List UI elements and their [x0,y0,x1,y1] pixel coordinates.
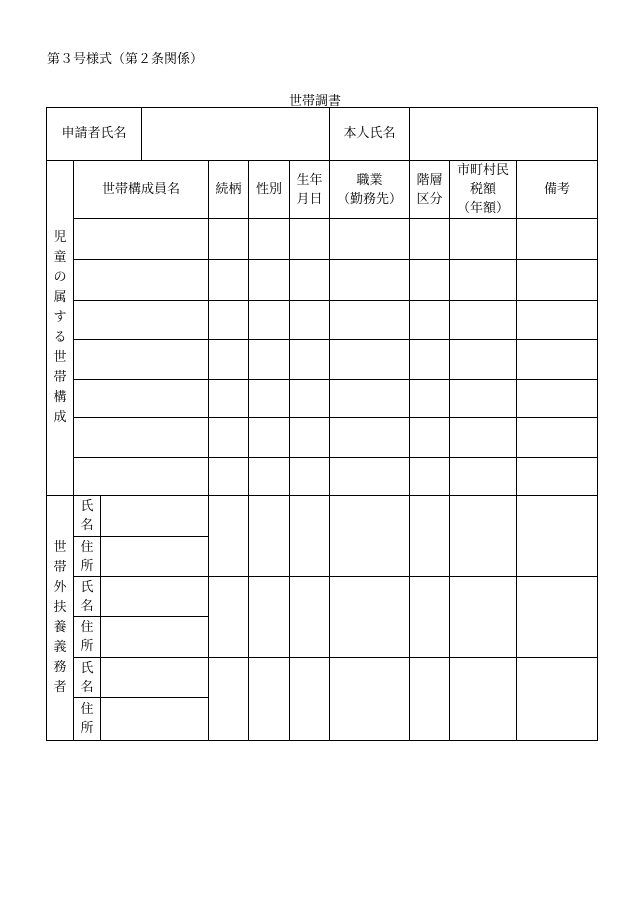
supporter-remarks-cell[interactable] [517,577,598,658]
header-class [410,161,450,219]
household-member-row [47,418,598,458]
member-sex-cell[interactable] [249,219,290,260]
household-member-row [47,380,598,418]
applicant-name-label: 申請者氏名 [47,108,142,160]
applicant-row [47,108,598,161]
supporters-label-char: 帯 [53,560,67,575]
member-class-cell[interactable] [410,340,450,380]
supporter-municipal-tax-cell[interactable] [450,496,517,577]
supporter-address-label [74,537,101,577]
supporter-sex-cell[interactable] [249,496,290,577]
supporter-sex-cell[interactable] [249,658,290,741]
supporter-name-field[interactable] [101,577,209,617]
member-municipal-tax-cell[interactable] [450,380,517,418]
member-sex-cell[interactable] [249,418,290,458]
household-section-label [47,228,73,428]
household-member-row [47,301,598,340]
header-municipal-tax-text: 市町村民 [456,163,509,178]
member-class-cell[interactable] [410,458,450,496]
supporter-label-char: 氏 [80,660,94,676]
member-occupation-cell[interactable] [330,260,410,301]
header-occupation [330,161,410,219]
supporter-class-cell[interactable] [410,496,450,577]
supporter-label-char: 氏 [80,579,94,595]
supporter-label-char: 名 [80,518,94,533]
header-municipal-tax-text: 税額 [469,182,496,197]
member-relation-cell[interactable] [209,301,249,340]
member-municipal-tax-cell[interactable] [450,219,517,260]
supporter-label-char: 住 [80,620,94,635]
household-label-char: る [53,330,67,345]
member-name-cell[interactable] [74,418,209,458]
member-municipal-tax-cell[interactable] [450,340,517,380]
supporter-remarks-cell[interactable] [517,496,598,577]
supporter-label-char: 住 [80,539,94,555]
member-occupation-cell[interactable] [330,340,410,380]
supporter-label-char: 名 [80,679,94,695]
supporter-name-label [74,658,101,698]
member-name-cell[interactable] [74,219,209,260]
member-birthdate-cell[interactable] [290,301,330,340]
member-remarks-cell[interactable] [517,380,598,418]
supporter-occupation-cell[interactable] [330,577,410,658]
member-name-cell[interactable] [74,260,209,301]
header-class-text: 階層 [416,172,443,188]
member-sex-cell[interactable] [249,380,290,418]
household-label-char: す [53,310,67,325]
member-remarks-cell[interactable] [517,458,598,496]
header-municipal-tax-text: （年額） [456,201,509,216]
member-remarks-cell[interactable] [517,260,598,301]
supporter-label-char: 名 [80,598,94,614]
header-birthdate [290,161,330,219]
supporter-name-row [47,577,598,617]
supporter-remarks-cell[interactable] [517,658,598,741]
member-occupation-cell[interactable] [330,418,410,458]
header-occupation-text: （勤務先） [336,191,402,207]
member-class-cell[interactable] [410,301,450,340]
household-label-char: 児 [53,230,67,245]
member-occupation-cell[interactable] [330,301,410,340]
supporters-label-char: 義 [53,640,67,655]
household-label-char: 構 [53,390,67,405]
household-label-char: の [53,270,67,285]
applicant-name-field[interactable] [142,108,329,160]
member-relation-cell[interactable] [209,458,249,496]
household-label-char: 帯 [53,370,67,385]
header-class-text: 区分 [416,191,443,207]
household-label-char: 成 [53,410,67,425]
member-relation-cell[interactable] [209,219,249,260]
member-birthdate-cell[interactable] [290,458,330,496]
member-birthdate-cell[interactable] [290,340,330,380]
header-member-name-text: 世帯構成員名 [101,182,180,197]
member-occupation-cell[interactable] [330,380,410,418]
header-birthdate-text: 生年 [296,172,323,188]
member-sex-cell[interactable] [249,340,290,380]
household-member-row [47,260,598,301]
header-sex [249,161,290,219]
member-municipal-tax-cell[interactable] [450,418,517,458]
supporter-name-label [74,577,101,617]
member-remarks-cell[interactable] [517,219,598,260]
supporter-label-char: 所 [80,721,94,736]
supporter-name-row [47,658,598,698]
member-occupation-cell[interactable] [330,458,410,496]
header-remarks-text: 備考 [543,182,570,197]
form-title: 世帯調書 [288,94,341,109]
household-section-label-cell [47,161,74,496]
household-record-table [46,107,598,741]
member-name-cell[interactable] [74,380,209,418]
member-relation-cell[interactable] [209,260,249,301]
person-name-field[interactable] [410,108,598,161]
header-relation [209,161,249,219]
header-municipal-tax [450,161,517,219]
member-class-cell[interactable] [410,260,450,301]
member-birthdate-cell[interactable] [290,380,330,418]
member-class-cell[interactable] [410,418,450,458]
supporters-label-char: 者 [53,680,67,695]
supporter-label-char: 住 [80,702,94,717]
applicant-name-cell [47,108,330,161]
member-sex-cell[interactable] [249,458,290,496]
member-remarks-cell[interactable] [517,418,598,458]
member-municipal-tax-cell[interactable] [450,458,517,496]
supporter-birthdate-cell[interactable] [290,658,330,741]
supporter-occupation-cell[interactable] [330,658,410,741]
supporters-label-char: 扶 [53,600,67,615]
supporter-address-label [74,698,101,741]
household-member-row [47,340,598,380]
member-municipal-tax-cell[interactable] [450,260,517,301]
member-name-cell[interactable] [74,301,209,340]
header-remarks [517,161,598,219]
member-municipal-tax-cell[interactable] [450,301,517,340]
supporter-occupation-cell[interactable] [330,496,410,577]
header-occupation-text: 職業 [356,172,383,188]
supporter-name-field[interactable] [101,496,209,537]
person-name-label-cell [330,108,410,161]
member-remarks-cell[interactable] [517,340,598,380]
header-member-name [74,161,209,219]
supporter-birthdate-cell[interactable] [290,577,330,658]
header-relation-text: 続柄 [215,182,242,197]
header-sex-text: 性別 [255,182,282,197]
supporter-relation-cell[interactable] [209,658,249,741]
member-remarks-cell[interactable] [517,301,598,340]
person-name-label: 本人氏名 [343,126,396,142]
member-relation-cell[interactable] [209,340,249,380]
supporters-section-label [47,538,73,698]
member-birthdate-cell[interactable] [290,260,330,301]
column-header-row [47,161,598,219]
supporters-section-label-cell [47,496,74,741]
member-class-cell[interactable] [410,380,450,418]
supporter-class-cell[interactable] [410,577,450,658]
supporters-label-char: 務 [53,660,67,675]
header-birthdate-text: 月日 [296,191,323,207]
member-class-cell[interactable] [410,219,450,260]
supporter-label-char: 所 [80,558,94,574]
member-relation-cell[interactable] [209,380,249,418]
household-label-char: 世 [53,350,67,365]
supporter-address-field[interactable] [101,537,209,577]
supporter-relation-cell[interactable] [209,577,249,658]
member-name-cell[interactable] [74,340,209,380]
member-relation-cell[interactable] [209,418,249,458]
supporter-birthdate-cell[interactable] [290,496,330,577]
household-label-char: 童 [53,250,67,265]
member-name-cell[interactable] [74,458,209,496]
supporter-address-field[interactable] [101,698,209,741]
supporter-relation-cell[interactable] [209,496,249,577]
supporter-municipal-tax-cell[interactable] [450,577,517,658]
supporter-address-label [74,617,101,658]
member-birthdate-cell[interactable] [290,219,330,260]
household-label-char: 属 [53,290,67,305]
supporter-name-label [74,496,101,537]
supporter-class-cell[interactable] [410,658,450,741]
supporters-label-char: 外 [53,580,67,595]
member-occupation-cell[interactable] [330,219,410,260]
form-number: 第３号様式（第２条関係） [47,52,204,67]
supporter-name-field[interactable] [101,658,209,698]
member-sex-cell[interactable] [249,260,290,301]
supporter-municipal-tax-cell[interactable] [450,658,517,741]
supporters-label-char: 世 [53,540,67,555]
supporters-label-char: 養 [53,620,67,635]
supporter-address-field[interactable] [101,617,209,658]
supporter-label-char: 所 [80,639,94,654]
household-member-row [47,458,598,496]
household-member-row [47,219,598,260]
supporter-label-char: 氏 [80,499,94,514]
supporter-sex-cell[interactable] [249,577,290,658]
supporter-name-row [47,496,598,537]
member-birthdate-cell[interactable] [290,418,330,458]
member-sex-cell[interactable] [249,301,290,340]
